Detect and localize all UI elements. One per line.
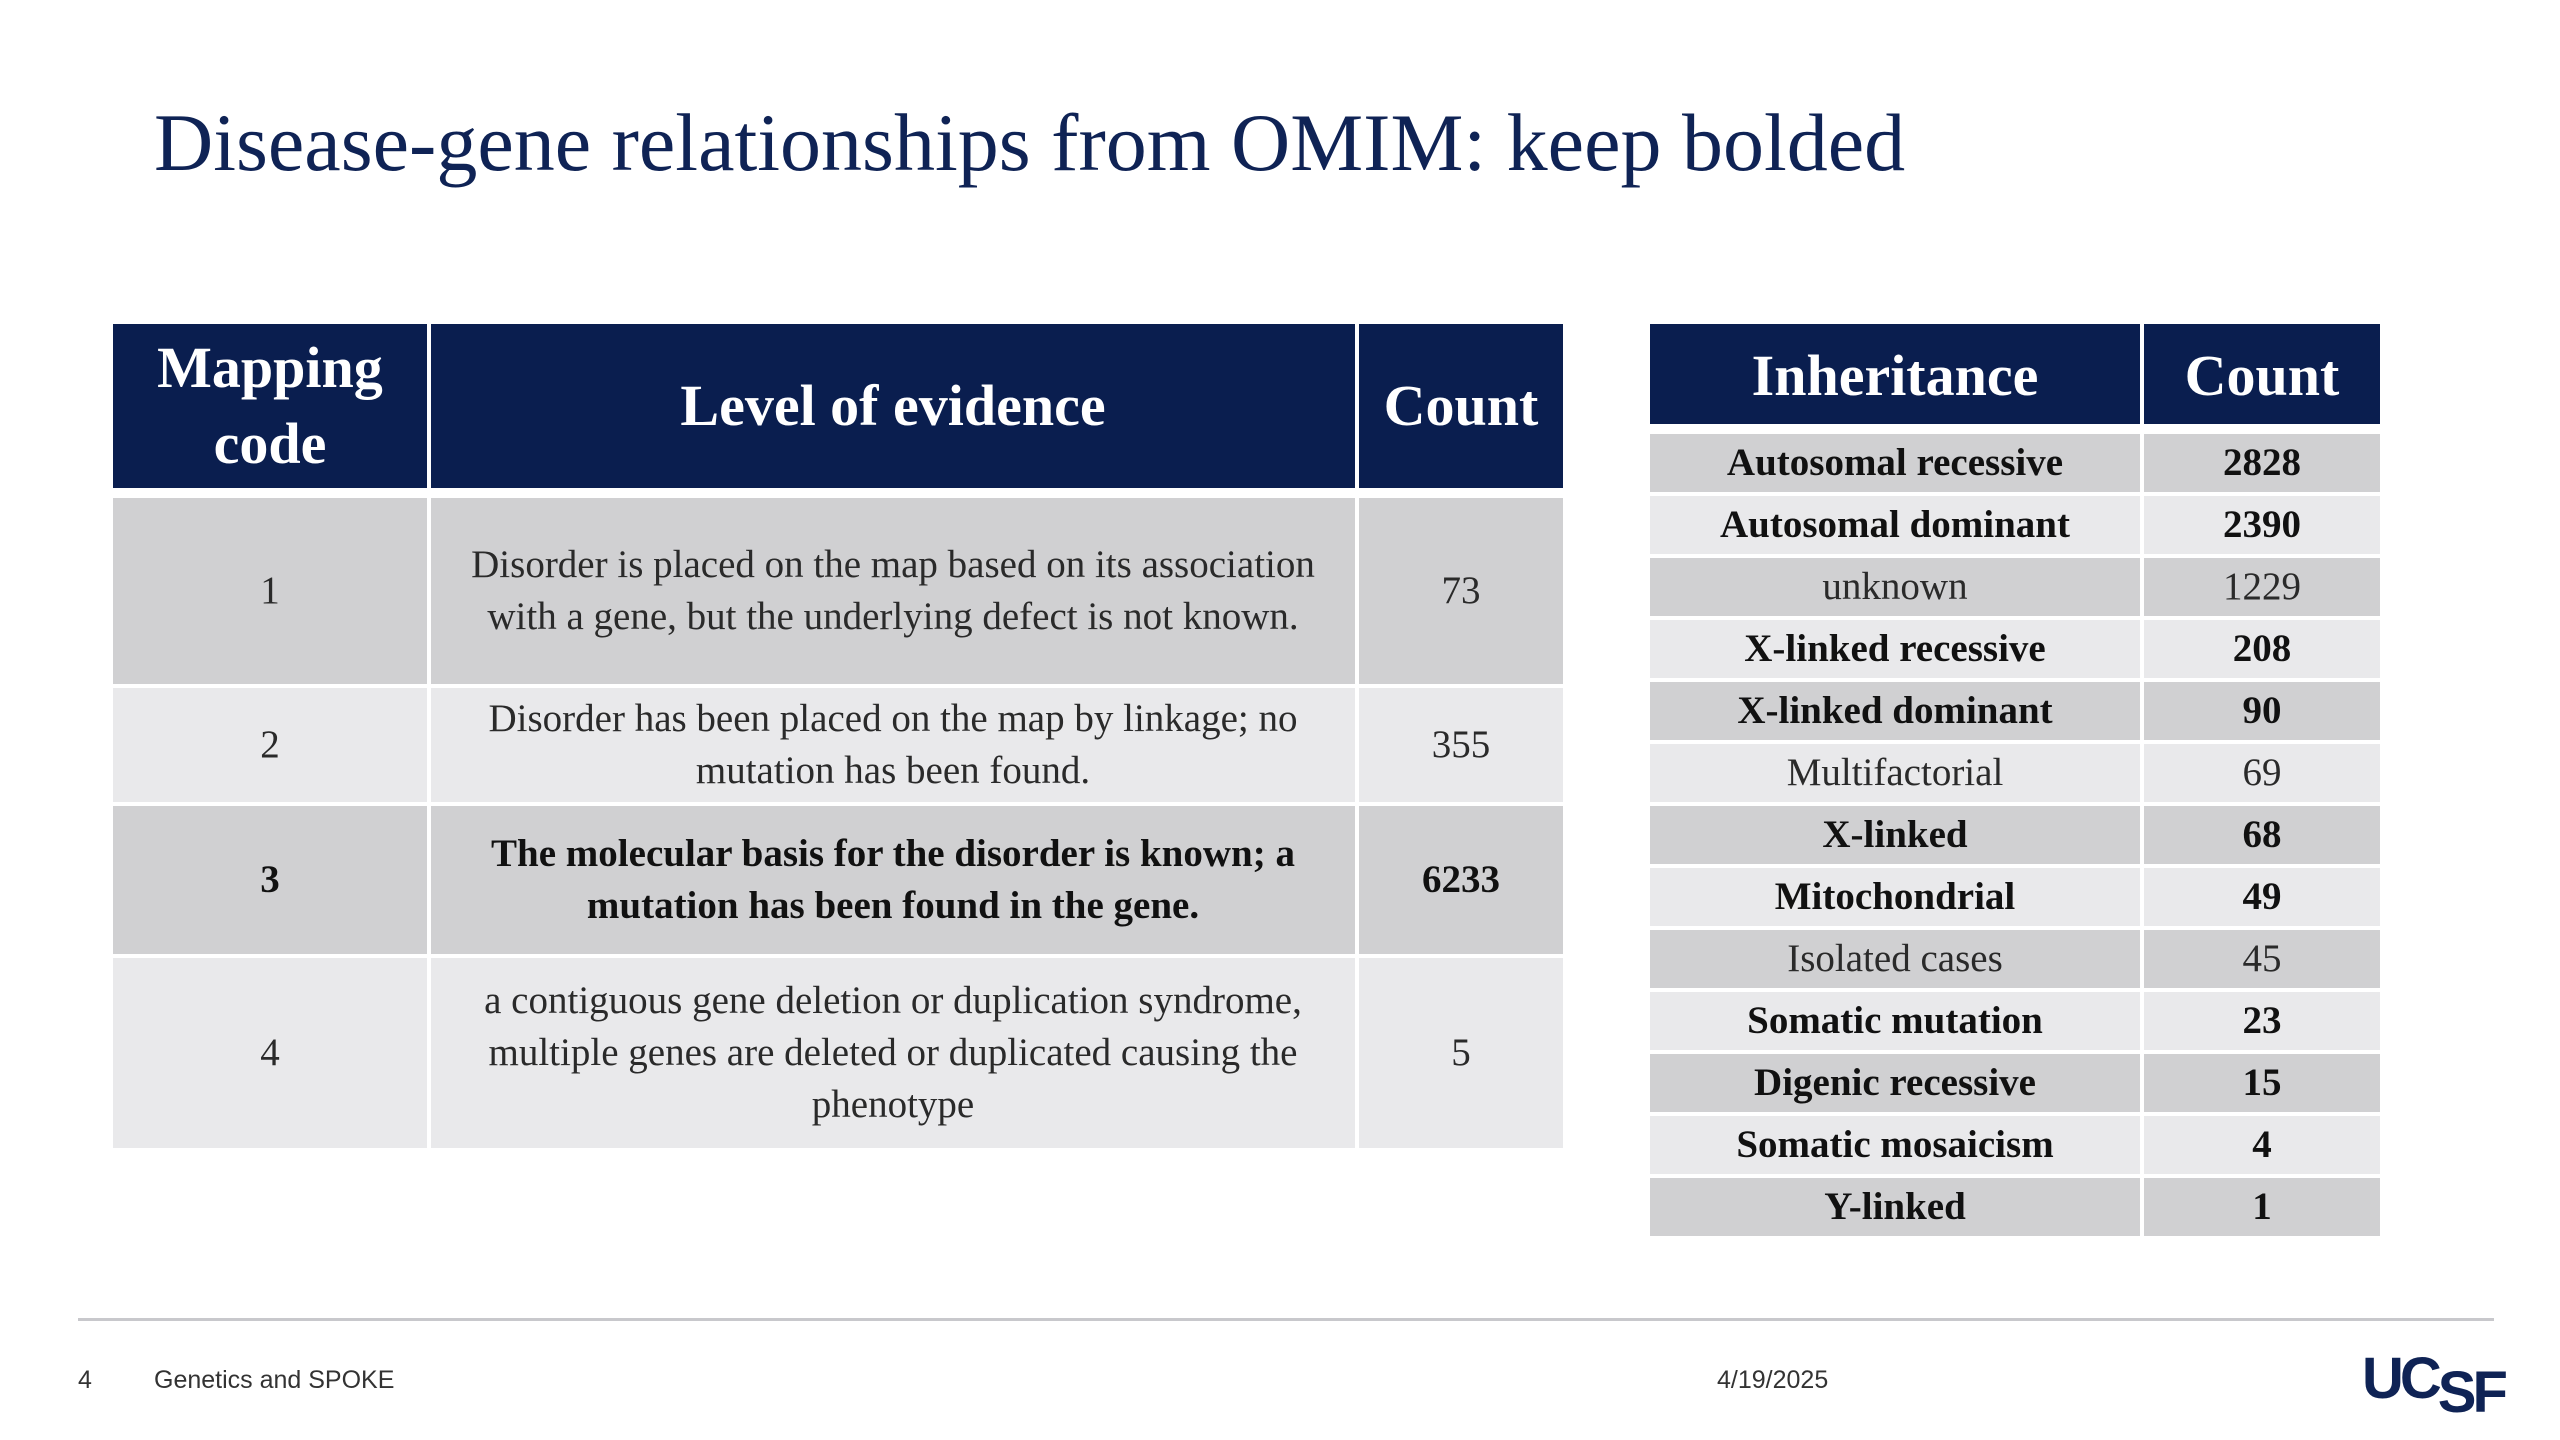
evidence-row-2 [113,688,1563,806]
inheritance-type-cell: Multifactorial [1650,744,2144,806]
inheritance-row [1650,806,2380,868]
inheritance-count-cell: 4 [2144,1116,2380,1178]
inheritance-count-cell: 15 [2144,1054,2380,1116]
inheritance-row [1650,992,2380,1054]
inheritance-row [1650,1178,2380,1240]
inheritance-type-cell: Isolated cases [1650,930,2144,992]
inheritance-count-cell: 45 [2144,930,2380,992]
inheritance-count-cell: 49 [2144,868,2380,930]
evidence-count-cell: 6233 [1359,806,1563,958]
inheritance-type-cell: X-linked recessive [1650,620,2144,682]
evidence-table-header-row [113,324,1563,498]
inheritance-type-cell: Digenic recessive [1650,1054,2144,1116]
inheritance-count-cell: 23 [2144,992,2380,1054]
inheritance-type-cell: X-linked [1650,806,2144,868]
inheritance-type-cell: Autosomal dominant [1650,496,2144,558]
slide-date: 4/19/2025 [1717,1366,1829,1394]
inheritance-type-cell: Mitochondrial [1650,868,2144,930]
inheritance-row [1650,434,2380,496]
evidence-description-cell: Disorder has been placed on the map by linkage; no mutation has been found. [431,688,1359,806]
evidence-count-header: Count [1359,324,1563,498]
footer-divider [78,1318,2494,1321]
evidence-description-cell: a contiguous gene deletion or duplication syndrome, multiple genes are deleted or duplicated causing the phenotype [431,958,1359,1152]
presentation-title: Genetics and SPOKE [154,1366,395,1394]
evidence-count-cell: 355 [1359,688,1563,806]
inheritance-header: Inheritance [1650,324,2144,434]
inheritance-row [1650,496,2380,558]
evidence-row-1 [113,498,1563,688]
inheritance-row [1650,744,2380,806]
mapping-code-cell: 1 [113,498,431,688]
inheritance-table [1650,324,2380,1240]
ucsf-logo [2362,1346,2504,1425]
inheritance-count-cell: 2390 [2144,496,2380,558]
inheritance-count-cell: 1229 [2144,558,2380,620]
inheritance-type-cell: X-linked dominant [1650,682,2144,744]
evidence-count-cell: 5 [1359,958,1563,1152]
evidence-description-cell: The molecular basis for the disorder is known; a mutation has been found in the gene. [431,806,1359,958]
mapping-code-cell: 3 [113,806,431,958]
inheritance-type-cell: Somatic mosaicism [1650,1116,2144,1178]
inheritance-row [1650,682,2380,744]
evidence-table [113,324,1563,1152]
slide-title: Disease-gene relationships from OMIM: keep bolded [154,97,1906,188]
inheritance-row [1650,930,2380,992]
inheritance-row [1650,1116,2380,1178]
logo-uc-text: UC [2362,1346,2438,1411]
inheritance-count-cell: 68 [2144,806,2380,868]
logo-sf-text: SF [2437,1360,2504,1425]
inheritance-row [1650,1054,2380,1116]
evidence-description-cell: Disorder is placed on the map based on its association with a gene, but the underlying defect is not known. [431,498,1359,688]
inheritance-count-cell: 1 [2144,1178,2380,1240]
evidence-count-cell: 73 [1359,498,1563,688]
mapping-code-cell: 2 [113,688,431,806]
inheritance-table-header-row [1650,324,2380,434]
inheritance-row [1650,558,2380,620]
inheritance-type-cell: Y-linked [1650,1178,2144,1240]
evidence-row-4 [113,958,1563,1152]
inheritance-count-cell: 2828 [2144,434,2380,496]
inheritance-type-cell: unknown [1650,558,2144,620]
inheritance-count-cell: 90 [2144,682,2380,744]
page-number: 4 [78,1366,92,1394]
mapping-code-header: Mapping code [113,324,431,498]
inheritance-type-cell: Somatic mutation [1650,992,2144,1054]
inheritance-count-header: Count [2144,324,2380,434]
level-of-evidence-header: Level of evidence [431,324,1359,498]
mapping-code-cell: 4 [113,958,431,1152]
inheritance-type-cell: Autosomal recessive [1650,434,2144,496]
inheritance-row [1650,868,2380,930]
inheritance-row [1650,620,2380,682]
inheritance-count-cell: 208 [2144,620,2380,682]
inheritance-count-cell: 69 [2144,744,2380,806]
evidence-row-3 [113,806,1563,958]
